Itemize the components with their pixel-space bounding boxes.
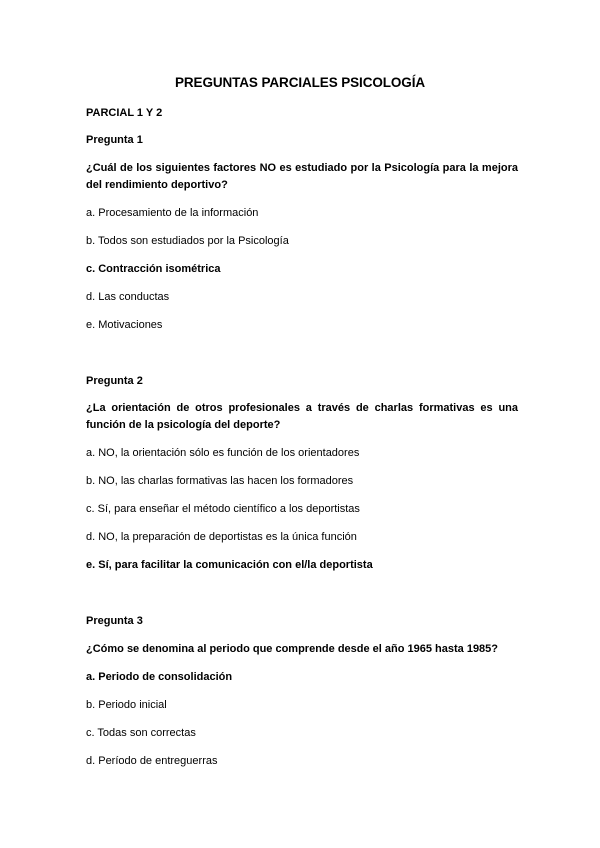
- question-3-label: Pregunta 3: [86, 615, 143, 627]
- question-3-option-d: d. Período de entreguerras: [86, 755, 218, 767]
- question-2-label: Pregunta 2: [86, 375, 143, 387]
- question-1-option-a: a. Procesamiento de la información: [86, 207, 259, 219]
- question-3-option-b: b. Periodo inicial: [86, 699, 167, 711]
- question-1-option-c-correct: c. Contracción isométrica: [86, 263, 221, 275]
- section-heading: PARCIAL 1 Y 2: [86, 107, 163, 119]
- document-title: PREGUNTAS PARCIALES PSICOLOGÍA: [174, 75, 426, 90]
- question-2-option-c: c. Sí, para enseñar el método científico a los deportistas: [86, 503, 360, 515]
- question-2-option-e-correct: e. Sí, para facilitar la comunicación con el/la deportista: [86, 559, 373, 571]
- question-2-option-b: b. NO, las charlas formativas las hacen los formadores: [86, 475, 354, 487]
- question-1-label: Pregunta 1: [86, 134, 143, 146]
- question-3-option-a-correct: a. Periodo de consolidación: [86, 671, 233, 683]
- question-1-option-b: b. Todos son estudiados por la Psicología: [86, 235, 289, 247]
- question-1-option-d: d. Las conductas: [86, 291, 170, 303]
- question-2-text: ¿La orientación de otros profesionales a través de charlas formativas es una función de la psicología del deporte?: [86, 402, 518, 431]
- question-2-option-a: a. NO, la orientación sólo es función de los orientadores: [86, 447, 360, 459]
- question-3-text: ¿Cómo se denomina al periodo que comprende desde el año 1965 hasta 1985?: [86, 643, 499, 655]
- question-2-option-d: d. NO, la preparación de deportistas es la única función: [86, 531, 357, 543]
- question-1-text: ¿Cuál de los siguientes factores NO es estudiado por la Psicología para la mejora del rendimiento deportivo?: [86, 162, 518, 191]
- question-3-option-c: c. Todas son correctas: [86, 727, 196, 739]
- question-1-option-e: e. Motivaciones: [86, 319, 163, 331]
